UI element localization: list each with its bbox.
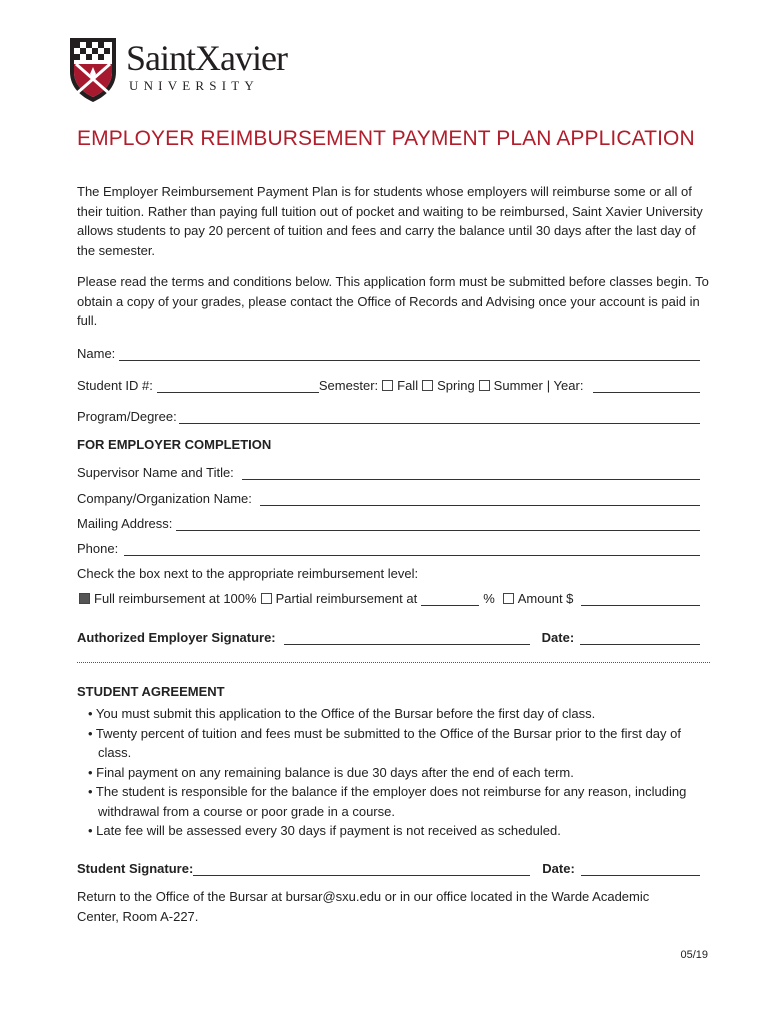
agreement-list <box>88 704 708 841</box>
spring-checkbox[interactable] <box>422 380 433 391</box>
supervisor-label: Supervisor Name and Title: <box>77 465 234 480</box>
address-input-line[interactable] <box>176 516 700 531</box>
summer-label: Summer <box>493 378 543 393</box>
list-item: • Final payment on any remaining balance is due 30 days after the end of each term. <box>88 764 574 780</box>
student-id-input-line[interactable] <box>157 378 319 393</box>
partial-reimbursement-label: Partial reimbursement at <box>275 591 418 606</box>
list-item: • Twenty percent of tuition and fees must be submitted to the Office of the Bursar prior to the first day of class. <box>88 725 681 760</box>
student-date-input-line[interactable] <box>581 861 700 876</box>
semester-label: Semester: <box>318 378 379 393</box>
check-instruction-row <box>77 561 700 581</box>
company-row <box>77 486 700 506</box>
form-revision-code: 05/19 <box>680 949 708 961</box>
page-title: EMPLOYER REIMBURSEMENT PAYMENT PLAN APPLICATION <box>77 127 695 150</box>
phone-row <box>77 536 700 556</box>
phone-label: Phone: <box>77 541 119 556</box>
partial-reimbursement-checkbox[interactable] <box>261 593 272 604</box>
percent-sign: % <box>483 591 495 606</box>
logo-university: UNIVERSITY <box>129 78 259 93</box>
name-label: Name: <box>77 346 116 361</box>
student-signature-label: Student Signature: <box>77 861 194 876</box>
return-instructions: Return to the Office of the Bursar at bursar@sxu.edu or in our office located in the Warde Academic Center, Room A-227. <box>77 889 650 924</box>
agreement-heading: STUDENT AGREEMENT <box>77 684 225 699</box>
address-label: Mailing Address: <box>77 516 173 531</box>
amount-label: Amount $ <box>517 591 574 606</box>
fall-checkbox[interactable] <box>382 380 393 391</box>
student-date-label: Date: <box>542 861 575 876</box>
list-item: • You must submit this application to the Office of the Bursar before the first day of class. <box>88 706 596 721</box>
full-reimbursement-label: Full reimbursement at 100% <box>94 591 257 606</box>
list-item: • Late fee will be assessed every 30 days if payment is not received as scheduled. <box>88 823 561 838</box>
intro-paragraph-1: The Employer Reimbursement Payment Plan is for students whose employers will reimburse some or all of their tuition. Rather than paying full tuition out of pocket and waiting to be reimbursed, Saint Xavier University allows students to pay 20 percent of tuition and fees and carry the balance until 30 days after the last day of the semester. <box>77 184 703 258</box>
fall-label: Fall <box>397 378 419 393</box>
program-input-line[interactable] <box>179 409 700 424</box>
employer-signature-row <box>77 625 700 645</box>
address-row <box>77 511 700 531</box>
reimbursement-row <box>77 586 700 606</box>
student-signature-input-line[interactable] <box>193 861 530 876</box>
employer-date-input-line[interactable] <box>580 630 700 645</box>
student-id-row <box>77 373 700 393</box>
year-input-line[interactable] <box>593 378 700 393</box>
supervisor-input-line[interactable] <box>242 465 700 480</box>
summer-checkbox[interactable] <box>479 380 490 391</box>
name-input-line[interactable] <box>119 346 700 361</box>
employer-signature-input-line[interactable] <box>284 630 530 645</box>
program-row <box>77 404 700 424</box>
name-row <box>77 341 700 361</box>
company-label: Company/Organization Name: <box>77 491 252 506</box>
company-input-line[interactable] <box>260 491 700 506</box>
student-signature-row <box>77 856 700 876</box>
phone-input-line[interactable] <box>124 541 700 556</box>
employer-signature-label: Authorized Employer Signature: <box>77 630 276 645</box>
section-divider <box>77 662 710 663</box>
full-reimbursement-checkbox[interactable] <box>79 593 90 604</box>
logo-wordmark: SaintXavier <box>126 38 287 78</box>
student-id-label: Student ID #: <box>77 378 153 393</box>
partial-percent-input-line[interactable] <box>421 591 479 606</box>
spring-label: Spring <box>437 378 475 393</box>
amount-input-line[interactable] <box>581 591 700 606</box>
program-label: Program/Degree: <box>77 409 177 424</box>
year-label: | Year: <box>546 378 584 393</box>
list-item: • The student is responsible for the balance if the employer does not reimburse for any reason, including withdrawal from a course or poor grade in a course. <box>88 784 687 819</box>
university-logo <box>66 34 326 106</box>
supervisor-row <box>77 460 700 480</box>
amount-checkbox[interactable] <box>503 593 514 604</box>
intro-paragraph-2: Please read the terms and conditions below. This application form must be submitted before classes begin. To obtain a copy of your grades, please contact the Office of Records and Advising once your account is paid in full. <box>77 274 709 328</box>
check-instruction: Check the box next to the appropriate reimbursement level: <box>77 566 419 581</box>
employer-date-label: Date: <box>541 630 575 645</box>
employer-heading: FOR EMPLOYER COMPLETION <box>77 437 272 452</box>
crest-icon <box>66 34 120 104</box>
